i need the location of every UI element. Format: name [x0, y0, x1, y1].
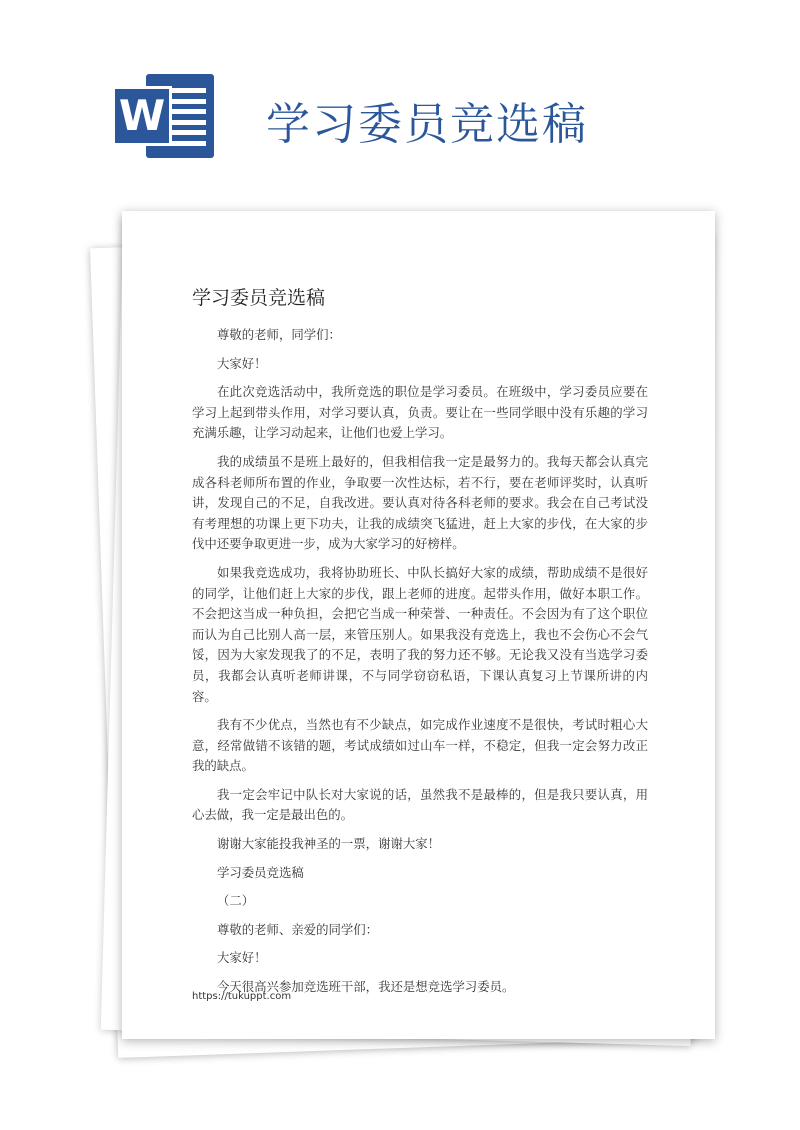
document-page [122, 211, 715, 1039]
paragraph: 大家好！ [217, 950, 267, 966]
paragraph: 我的成绩虽不是班上最好的，但我相信我一定是最努力的。我每天都会认真完成各科老师所布置的作业，争取要一次性达标，若不行，要在老师评奖时，认真听讲，发现自己的不足，自我改进。要认真对待各科老师的要求。我会在自己考试没有考理想的功课上更下功夫，让我的成绩突飞猛进，赶上大家的步伐，在大家的步伐中还要争取更进一步，成为大家学习的好榜样。 [192, 453, 648, 552]
paragraph: 谢谢大家能投我神圣的一票，谢谢大家！ [217, 836, 441, 852]
paragraph: 尊敬的老师，同学们： [217, 327, 341, 342]
paragraph: 尊敬的老师、亲爱的同学们： [217, 921, 379, 937]
header [0, 0, 800, 200]
paragraph: 学习委员竞选稿 [217, 864, 304, 880]
document-title: 学习委员竞选稿 [192, 287, 326, 309]
paragraph: （二） [217, 893, 255, 909]
paragraph: 我一定会牢记中队长对大家说的话，虽然我不是最棒的，但是我只要认真，用心去做，我一定是最出色的。 [192, 786, 648, 823]
paragraph: 我有不少优点，当然也有不少缺点，如完成作业速度不是很快，考试时粗心大意，经常做错不该错的题，考试成绩如过山车一样，不稳定，但我一定会努力改正我的缺点。 [192, 717, 648, 774]
word-icon-letter: W [112, 86, 172, 146]
paragraph: 大家好！ [217, 355, 267, 371]
document-body [192, 325, 648, 1006]
page-title: 学习委员竞选稿 [266, 99, 588, 150]
word-document-icon [112, 74, 216, 158]
footer-url: https://tukuppt.com [192, 991, 292, 1002]
word-icon-lines [168, 88, 206, 146]
paragraph: 今天很高兴参加竞选班干部，我还是想竞选学习委员。 [217, 979, 515, 995]
paragraph: 在此次竞选活动中，我所竞选的职位是学习委员。在班级中，学习委员应要在学习上起到带头作用，对学习要认真，负责。要让在一些同学眼中没有乐趣的学习充满乐趣，让学习动起来，让他们也爱上学习。 [192, 384, 648, 441]
paragraph: 如果我竞选成功，我将协助班长、中队长搞好大家的成绩，帮助成绩不是很好的同学，让他们赶上大家的步伐，跟上老师的进度。起带头作用，做好本职工作。不会把这当成一种负担，会把它当成一种荣誉、一种责任。不会因为有了这个职位而认为自己比别人高一层，来管压别人。如果我没有竞选上，我也不会伤心不会气馁，因为大家发现我了的不足，表明了我的努力还不够。无论我又没有当选学习委员，我都会认真听老师讲课，不与同学窃窃私语，下课认真复习上节课所讲的内容。 [192, 564, 648, 704]
